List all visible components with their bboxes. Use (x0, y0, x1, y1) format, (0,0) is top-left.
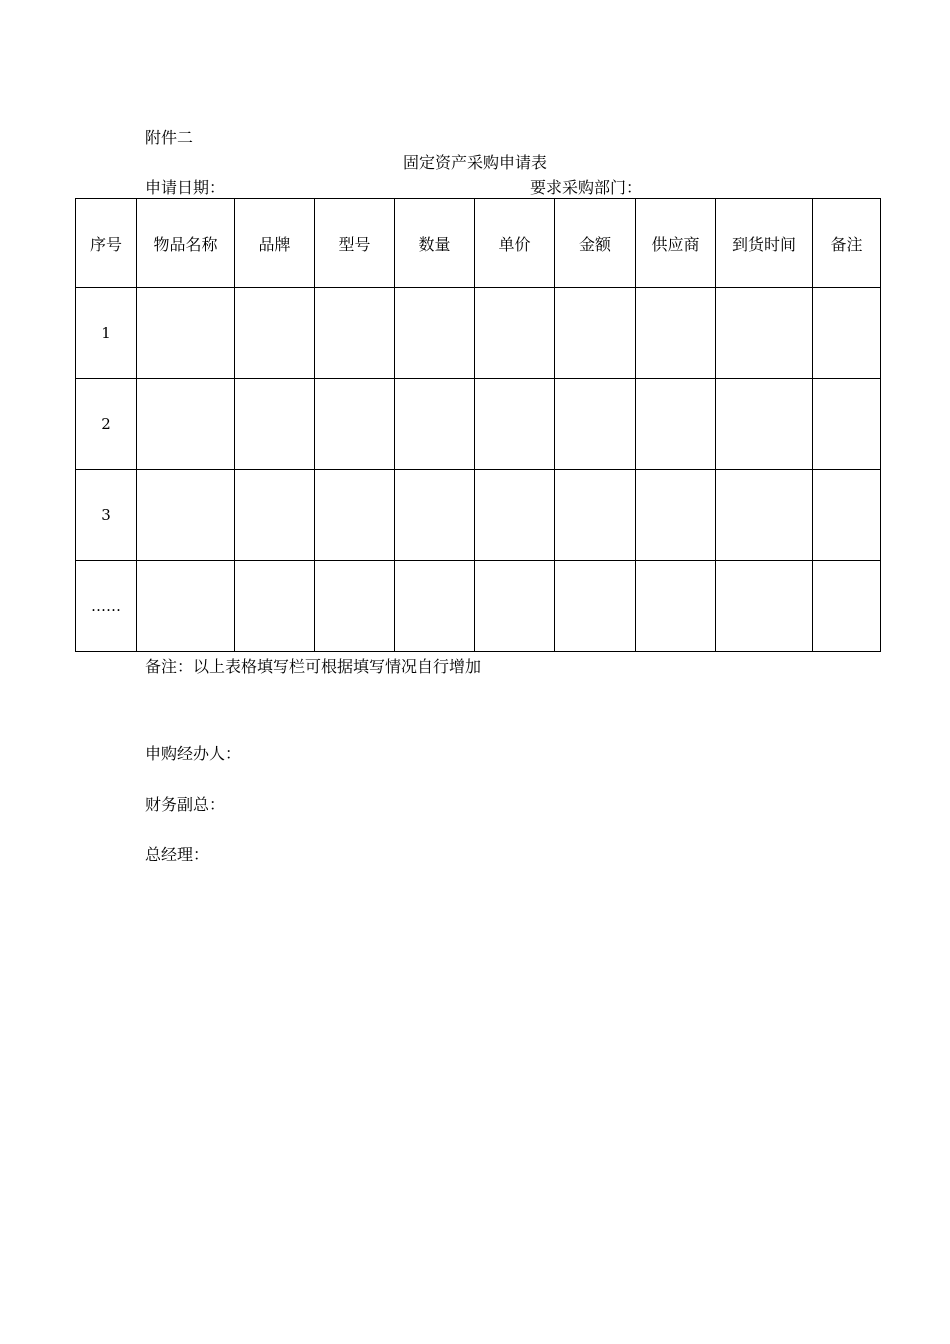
table-cell (475, 561, 555, 652)
general-manager-signature-label: 总经理： (145, 845, 210, 864)
table-cell (235, 288, 315, 379)
table-cell (813, 561, 881, 652)
table-cell (235, 561, 315, 652)
table-cell (555, 561, 636, 652)
table-cell (555, 288, 636, 379)
form-title: 固定资产采购申请表 (402, 153, 547, 172)
table-cell (475, 470, 555, 561)
table-cell (555, 379, 636, 470)
table-cell (475, 288, 555, 379)
table-remark-note: 备注：以上表格填写栏可根据填写情况自行增加 (145, 657, 482, 676)
finance-vp-signature-label: 财务副总： (145, 795, 226, 814)
column-header-serial-no: 序号 (76, 199, 137, 288)
table-cell (315, 379, 395, 470)
table-cell (395, 288, 475, 379)
column-header-quantity: 数量 (395, 199, 475, 288)
table-cell (716, 470, 813, 561)
table-cell (137, 470, 235, 561)
purchase-request-table (75, 198, 881, 652)
table-cell (137, 288, 235, 379)
column-header-remarks: 备注 (813, 199, 881, 288)
table-header-row (76, 199, 881, 288)
row-number: 1 (76, 288, 137, 379)
row-number-ellipsis: …… (76, 561, 137, 652)
column-header-brand: 品牌 (235, 199, 315, 288)
table-cell (315, 561, 395, 652)
table-cell (475, 379, 555, 470)
requesting-department-label: 要求采购部门： (530, 178, 643, 197)
row-number: 3 (76, 470, 137, 561)
column-header-unit-price: 单价 (475, 199, 555, 288)
purchase-handler-signature-label: 申购经办人： (145, 744, 242, 763)
table-cell (813, 288, 881, 379)
table-cell (395, 379, 475, 470)
table-cell (813, 379, 881, 470)
table-cell (716, 561, 813, 652)
column-header-amount: 金额 (555, 199, 636, 288)
table-row (76, 470, 881, 561)
column-header-arrival-time: 到货时间 (716, 199, 813, 288)
table-cell (395, 561, 475, 652)
table-cell (315, 288, 395, 379)
table-cell (235, 470, 315, 561)
table-row (76, 379, 881, 470)
table-cell (636, 379, 716, 470)
column-header-model: 型号 (315, 199, 395, 288)
table-cell (636, 288, 716, 379)
table-cell (395, 470, 475, 561)
table-row (76, 561, 881, 652)
attachment-label: 附件二 (145, 128, 194, 147)
table-cell (636, 470, 716, 561)
table-cell (137, 561, 235, 652)
table-cell (235, 379, 315, 470)
table-cell (716, 379, 813, 470)
column-header-supplier: 供应商 (636, 199, 716, 288)
table-cell (315, 470, 395, 561)
table-cell (716, 288, 813, 379)
row-number: 2 (76, 379, 137, 470)
column-header-item-name: 物品名称 (137, 199, 235, 288)
table-cell (555, 470, 636, 561)
application-date-label: 申请日期： (145, 178, 226, 197)
table-cell (636, 561, 716, 652)
table-row (76, 288, 881, 379)
table-cell (137, 379, 235, 470)
table-cell (813, 470, 881, 561)
